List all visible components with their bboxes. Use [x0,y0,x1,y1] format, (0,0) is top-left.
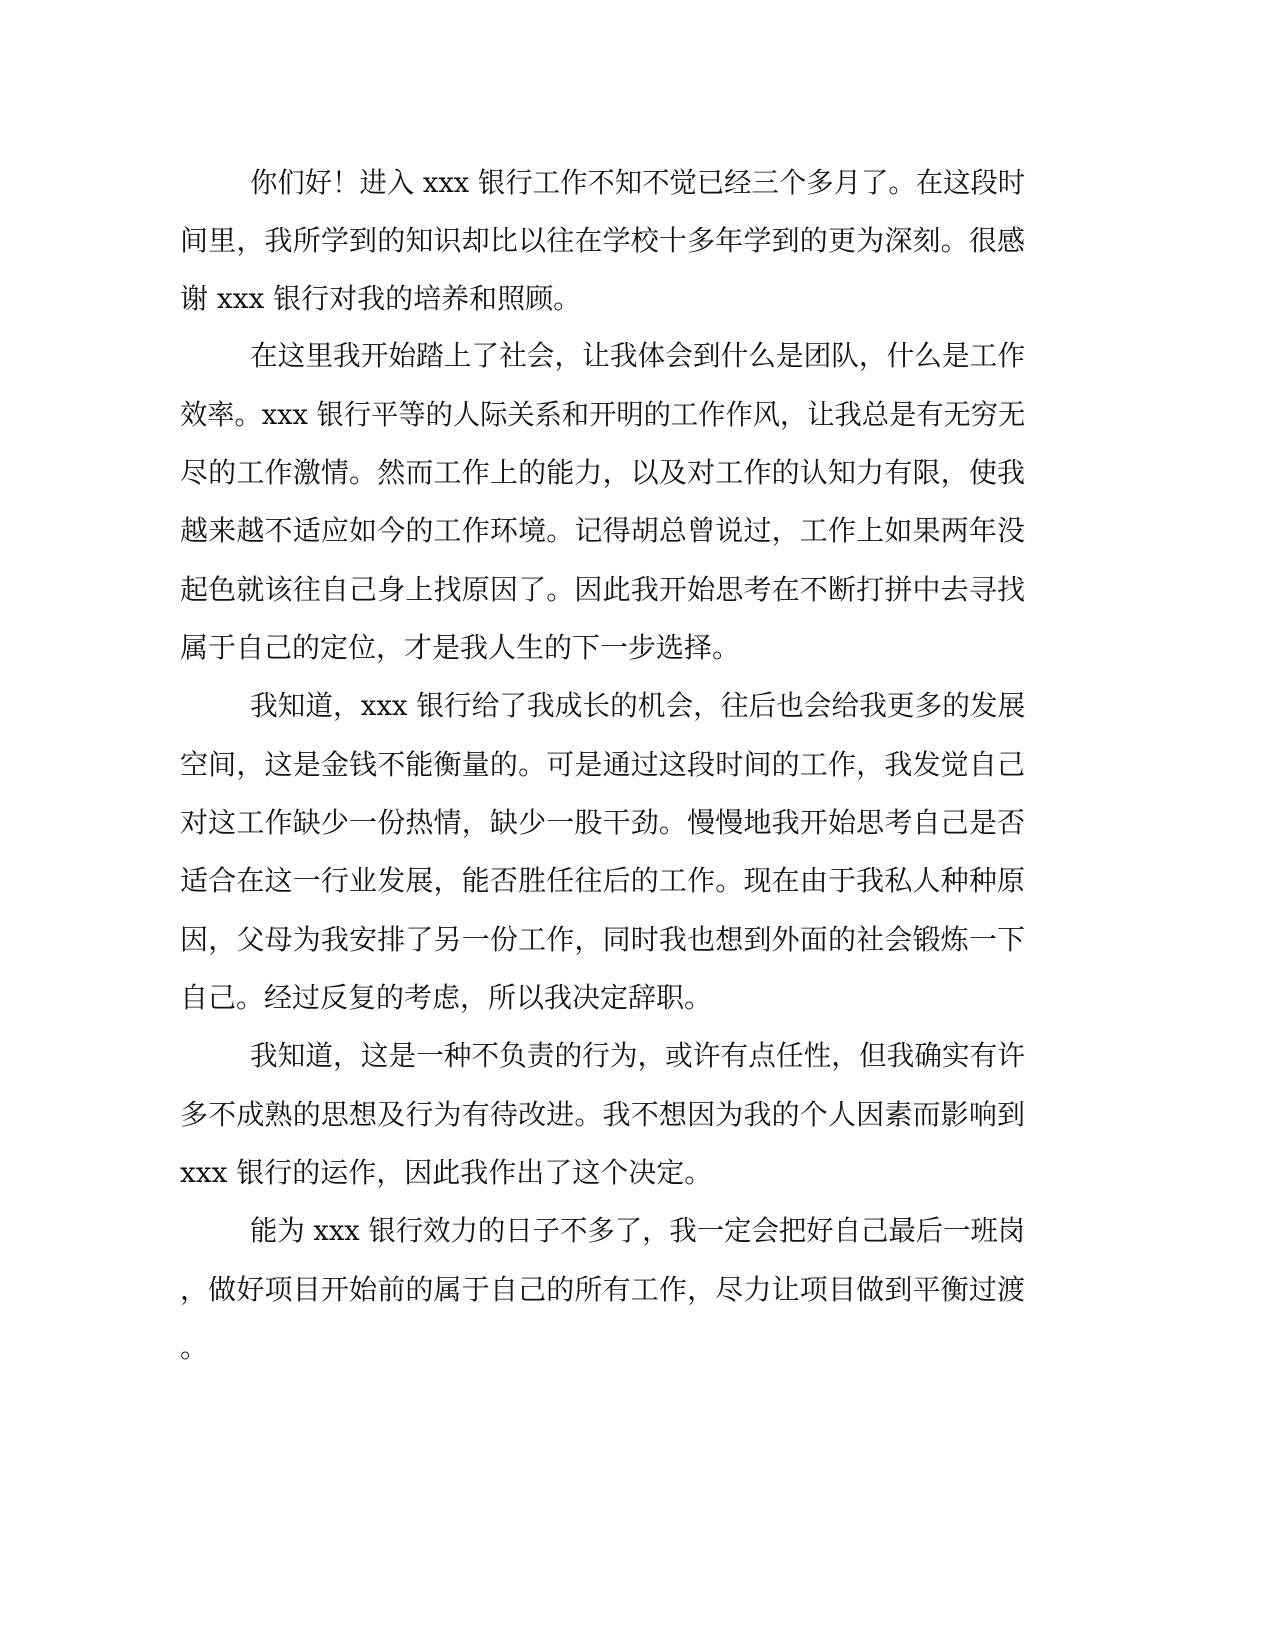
paragraph-4-line-2: 多不成熟的思想及行为有待改进。我不想因为我的个人因素而影响到 [180,1098,1026,1131]
paragraph-4-line-3: xxx 银行的运作，因此我作出了这个决定。 [180,1156,713,1189]
paragraph-5-line-2: ，做好项目开始前的属于自己的所有工作，尽力让项目做到平衡过渡 [180,1273,1026,1306]
paragraph-2-line-2: 效率。xxx 银行平等的人际关系和开明的工作作风，让我总是有无穷无 [180,398,1026,431]
paragraph-1-line-3: 谢 xxx 银行对我的培养和照顾。 [180,282,582,315]
paragraph-2-line-3: 尽的工作激情。然而工作上的能力，以及对工作的认知力有限，使我 [180,456,1026,489]
paragraph-2-line-6: 属于自己的定位，才是我人生的下一步选择。 [180,631,741,664]
paragraph-3-line-4: 适合在这一行业发展，能否胜任往后的工作。现在由于我私人种种原 [180,864,1026,897]
paragraph-2-line-5: 起色就该往自己身上找原因了。因此我开始思考在不断打拼中去寻找 [180,573,1026,606]
paragraph-3-line-3: 对这工作缺少一份热情，缺少一股干劲。慢慢地我开始思考自己是否 [180,806,1026,839]
paragraph-3-line-2: 空间，这是金钱不能衡量的。可是通过这段时间的工作，我发觉自己 [180,748,1026,781]
paragraph-2-line-4: 越来越不适应如今的工作环境。记得胡总曾说过，工作上如果两年没 [180,514,1026,547]
paragraph-3-line-6: 自己。经过反复的考虑，所以我决定辞职。 [180,981,713,1014]
paragraph-1-line-1: 你们好！进入 xxx 银行工作不知不觉已经三个多月了。在这段时 [250,166,1026,199]
paragraph-4-line-1: 我知道，这是一种不负责的行为，或许有点任性，但我确实有许 [250,1039,1026,1072]
paragraph-3-line-5: 因，父母为我安排了另一份工作，同时我也想到外面的社会锻炼一下 [180,923,1026,956]
paragraph-3-line-1: 我知道，xxx 银行给了我成长的机会，往后也会给我更多的发展 [250,689,1026,722]
paragraph-2-line-1: 在这里我开始踏上了社会，让我体会到什么是团队，什么是工作 [250,339,1026,372]
paragraph-1-line-2: 间里，我所学到的知识却比以往在学校十多年学到的更为深刻。很感 [180,224,1026,257]
paragraph-5-line-1: 能为 xxx 银行效力的日子不多了，我一定会把好自己最后一班岗 [250,1214,1026,1247]
paragraph-5-line-3: 。 [180,1331,209,1364]
